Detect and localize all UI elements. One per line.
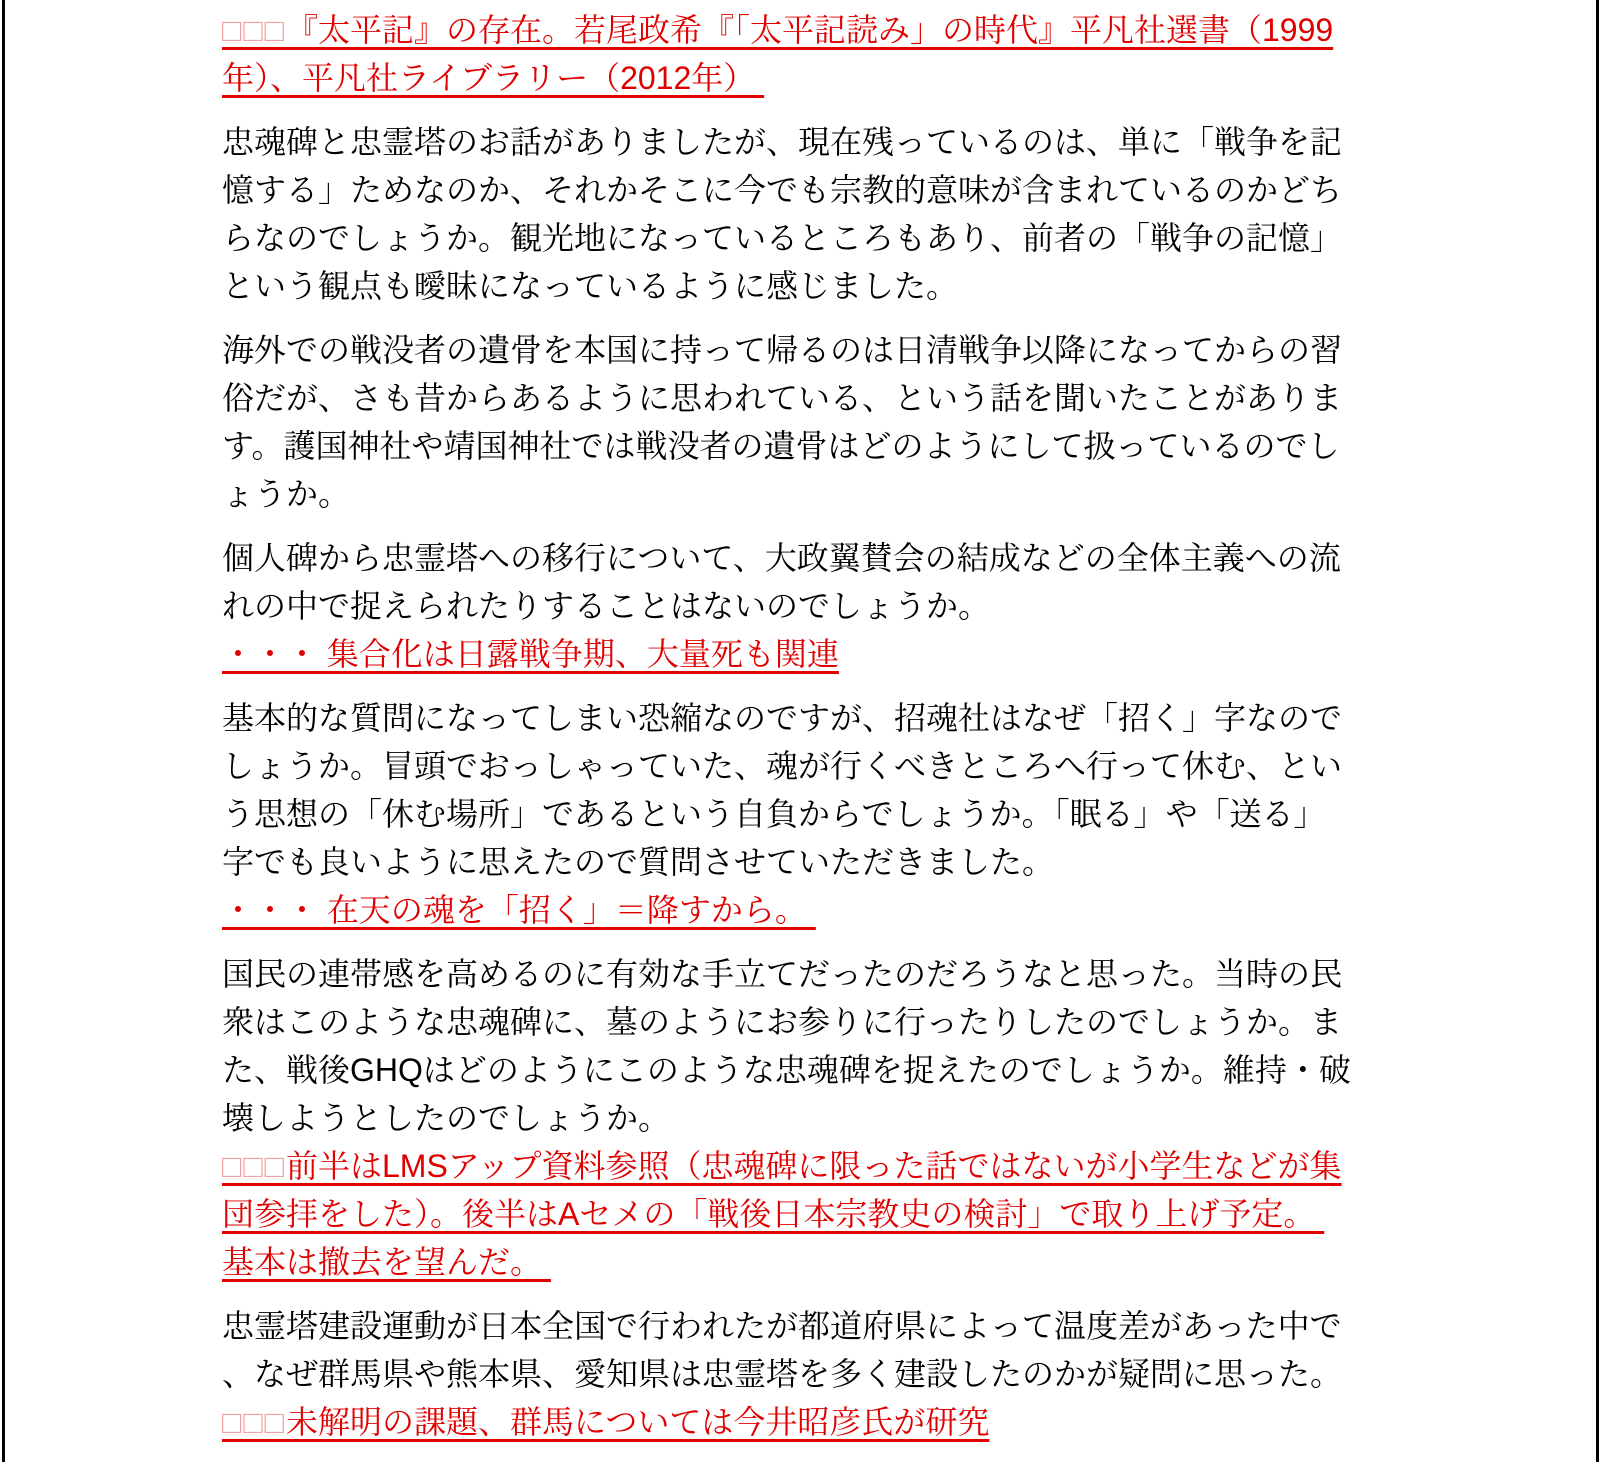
text-paragraph-with-note (222, 694, 1354, 934)
note-text: 未解明の課題、群馬については今井昭彦氏が研究 (285, 1404, 990, 1440)
paragraph-text: 忠魂碑と忠霊塔のお話がありましたが、現在残っているのは、単に「戦争を記憶する」ためなのか、それかそこに今でも宗教的意味が含まれているのかどちらなのでしょうか。観光地になっているところもあり、前者の「戦争の記憶」という観点も曖昧になっているように感じました。 (222, 124, 1343, 304)
missing-glyph-boxes: □□□ (222, 1148, 286, 1184)
document-page (222, 6, 1354, 1462)
page-right-border (1596, 0, 1599, 1462)
note-text: 前半はLMSアップ資料参照（忠魂碑に限った話ではないが小学生などが集団参拝をした）。後半はAセメの「戦後日本宗教史の検討」で取り上げ予定。 基本は撤去を望んだ。 (222, 1148, 1342, 1280)
paragraph-text: 基本的な質問になってしまい恐縮なのですが、招魂社はなぜ「招く」字なのでしょうか。冒頭でおっしゃっていた、魂が行くべきところへ行って休む、という思想の「休む場所」であるという自負からでしょうか。「眠る」や「送る」字でも良いように思えたので質問させていただきました。 (222, 700, 1343, 880)
paragraph-text: 個人碑から忠霊塔への移行について、大政翼賛会の結成などの全体主義への流れの中で捉えられたりすることはないのでしょうか。 (222, 540, 1341, 624)
paragraph-text: 忠霊塔建設運動が日本全国で行われたが都道府県によって温度差があった中で、なぜ群馬県や熊本県、愛知県は忠霊塔を多く建設したのかが疑問に思った。 (222, 1308, 1343, 1392)
paragraph-text: 海外での戦没者の遺骨を本国に持って帰るのは日清戦争以降になってからの習俗だが、さも昔からあるように思われている、という話を聞いたことがあります。護国神社や靖国神社では戦没者の遺骨はどのようにして扱っているのでしょうか。 (222, 332, 1343, 512)
text-paragraph-with-note (222, 950, 1354, 1286)
paragraph-text: 国民の連帯感を高めるのに有効な手立てだったのだろうなと思った。当時の民衆はこのような忠魂碑に、墓のようにお参りに行ったりしたのでしょうか。また、戦後GHQはどのようにこのような忠魂碑を捉えたのでしょうか。維持・破壊しようとしたのでしょうか。 (222, 956, 1351, 1136)
missing-glyph-boxes: □□□ (222, 1404, 286, 1440)
page-left-border (2, 0, 5, 1462)
note-text: ・・・ 在天の魂を「招く」＝降すから。 (222, 892, 816, 928)
text-paragraph (222, 118, 1354, 310)
text-paragraph (222, 326, 1354, 518)
instructor-note (222, 6, 1354, 102)
text-paragraph-with-note (222, 1302, 1354, 1446)
text-paragraph-with-note (222, 534, 1354, 678)
missing-glyph-boxes: □□□ (222, 12, 286, 48)
note-text: ・・・ 集合化は日露戦争期、大量死も関連 (222, 636, 839, 672)
note-text: 『太平記』の存在。若尾政希『「太平記読み」の時代』平凡社選書（1999年）、平凡社ライブラリー（2012年） (222, 12, 1334, 96)
